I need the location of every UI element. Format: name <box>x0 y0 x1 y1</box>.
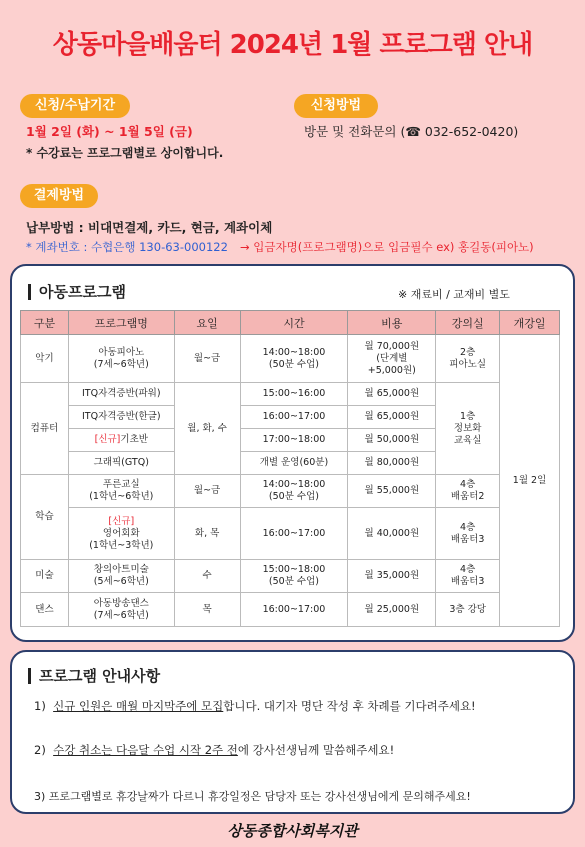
notice-item-1: 1) 신규 인원은 매월 마지막주에 모집합니다. 대기자 명단 작성 후 차례를 기다려주세요! <box>34 699 476 713</box>
category-cell: 학습 <box>21 475 69 560</box>
day-cell: 수 <box>174 560 240 593</box>
table-row <box>21 560 560 593</box>
notice-title: 프로그램 안내사항 <box>28 668 160 684</box>
header-cell: 요일 <box>174 311 240 335</box>
header-cell: 시간 <box>240 311 348 335</box>
program-name-cell: 푸른교실 (1학년~6학년) <box>68 475 174 508</box>
notice-item-2: 2) 수강 취소는 다음달 수업 시작 2주 전에 강사선생님께 말씀해주세요! <box>34 743 395 757</box>
payment-badge: 결제방법 <box>20 184 98 208</box>
fee-cell: 월 80,000원 <box>348 452 436 475</box>
welfare-center-logo: 상동종합사회복지관 <box>227 822 358 840</box>
day-cell: 목 <box>174 593 240 627</box>
day-cell: 월~금 <box>174 335 240 383</box>
day-cell: 월, 화, 수 <box>174 383 240 475</box>
time-cell: 16:00~17:00 <box>240 593 348 627</box>
table-header-row <box>21 311 560 335</box>
room-cell: 4층 배움터3 <box>436 560 500 593</box>
material-note: ※ 재료비 / 교재비 별도 <box>398 288 510 301</box>
room-cell: 3층 강당 <box>436 593 500 627</box>
table-row <box>21 475 560 508</box>
fee-cell: 월 55,000원 <box>348 475 436 508</box>
category-cell: 악기 <box>21 335 69 383</box>
program-name-cell: ITQ자격증반(파워) <box>68 383 174 406</box>
room-cell: 2층 피아노실 <box>436 335 500 383</box>
fee-cell: 월 65,000원 <box>348 383 436 406</box>
fee-cell: 월 40,000원 <box>348 508 436 560</box>
notice-card <box>10 650 575 814</box>
time-cell: 15:00~18:00 (50분 수업) <box>240 560 348 593</box>
apply-method-text: 방문 및 전화문의 (☎ 032-652-0420) <box>304 124 519 139</box>
day-cell: 월~금 <box>174 475 240 508</box>
new-badge: [신규] <box>94 434 121 445</box>
program-name-cell: 아동피아노 (7세~6학년) <box>68 335 174 383</box>
day-cell: 화, 목 <box>174 508 240 560</box>
depositor-note: → 입금자명(프로그램명)으로 입금필수 ex) 홍길동(피아노) <box>240 240 534 254</box>
room-cell: 4층 배움터3 <box>436 508 500 560</box>
program-name-cell: 창의아트미술 (5세~6학년) <box>68 560 174 593</box>
notice-item-3: 3) 프로그램별로 휴강날짜가 다르니 휴강일정은 담당자 또는 강사선생님에게 문의해주세요! <box>34 790 471 803</box>
header-cell: 비용 <box>348 311 436 335</box>
room-cell: 4층 배움터2 <box>436 475 500 508</box>
time-cell: 17:00~18:00 <box>240 429 348 452</box>
program-name-cell: 그래픽(GTQ) <box>68 452 174 475</box>
table-row <box>21 383 560 406</box>
program-name-cell: 아동방송댄스 (7세~6학년) <box>68 593 174 627</box>
program-name-cell: [신규]기초반 <box>68 429 174 452</box>
program-table <box>20 310 560 627</box>
room-cell: 1층 정보화 교육실 <box>436 383 500 475</box>
header-cell: 강의실 <box>436 311 500 335</box>
program-name-cell: [신규] 영어회화 (1학년~3학년) <box>68 508 174 560</box>
time-cell: 14:00~18:00 (50분 수업) <box>240 475 348 508</box>
table-row <box>21 335 560 383</box>
account-number: * 계좌번호 : 수협은행 130-63-000122 <box>26 240 228 254</box>
apply-method-badge: 신청방법 <box>294 94 378 118</box>
time-cell: 16:00~17:00 <box>240 508 348 560</box>
fee-cell: 월 70,000원 (단계별 +5,000원) <box>348 335 436 383</box>
category-cell: 컴퓨터 <box>21 383 69 475</box>
fee-cell: 월 50,000원 <box>348 429 436 452</box>
fee-cell: 월 25,000원 <box>348 593 436 627</box>
time-cell: 16:00~17:00 <box>240 406 348 429</box>
fee-cell: 월 35,000원 <box>348 560 436 593</box>
category-cell: 미술 <box>21 560 69 593</box>
time-cell: 14:00~18:00 (50분 수업) <box>240 335 348 383</box>
kids-program-title: 아동프로그램 <box>28 284 126 300</box>
new-badge: [신규] <box>108 515 135 527</box>
kids-program-card <box>10 264 575 642</box>
header-cell: 개강일 <box>500 311 560 335</box>
fee-note: * 수강료는 프로그램별로 상이합니다. <box>26 146 224 160</box>
program-name-cell: ITQ자격증반(한글) <box>68 406 174 429</box>
start-date-cell: 1월 2일 <box>500 335 560 627</box>
payment-methods: 납부방법 : 비대면결제, 카드, 현금, 계좌이체 <box>26 220 273 235</box>
apply-period-badge: 신청/수납기간 <box>20 94 130 118</box>
time-cell: 개별 운영(60분) <box>240 452 348 475</box>
fee-cell: 월 65,000원 <box>348 406 436 429</box>
table-row <box>21 593 560 627</box>
header-cell: 구분 <box>21 311 69 335</box>
header-cell: 프로그램명 <box>68 311 174 335</box>
table-row <box>21 508 560 560</box>
time-cell: 15:00~16:00 <box>240 383 348 406</box>
category-cell: 댄스 <box>21 593 69 627</box>
page-title: 상동마을배움터 2024년 1월 프로그램 안내 <box>52 30 533 60</box>
apply-period-dates: 1월 2일 (화) ~ 1월 5일 (금) <box>26 124 193 139</box>
